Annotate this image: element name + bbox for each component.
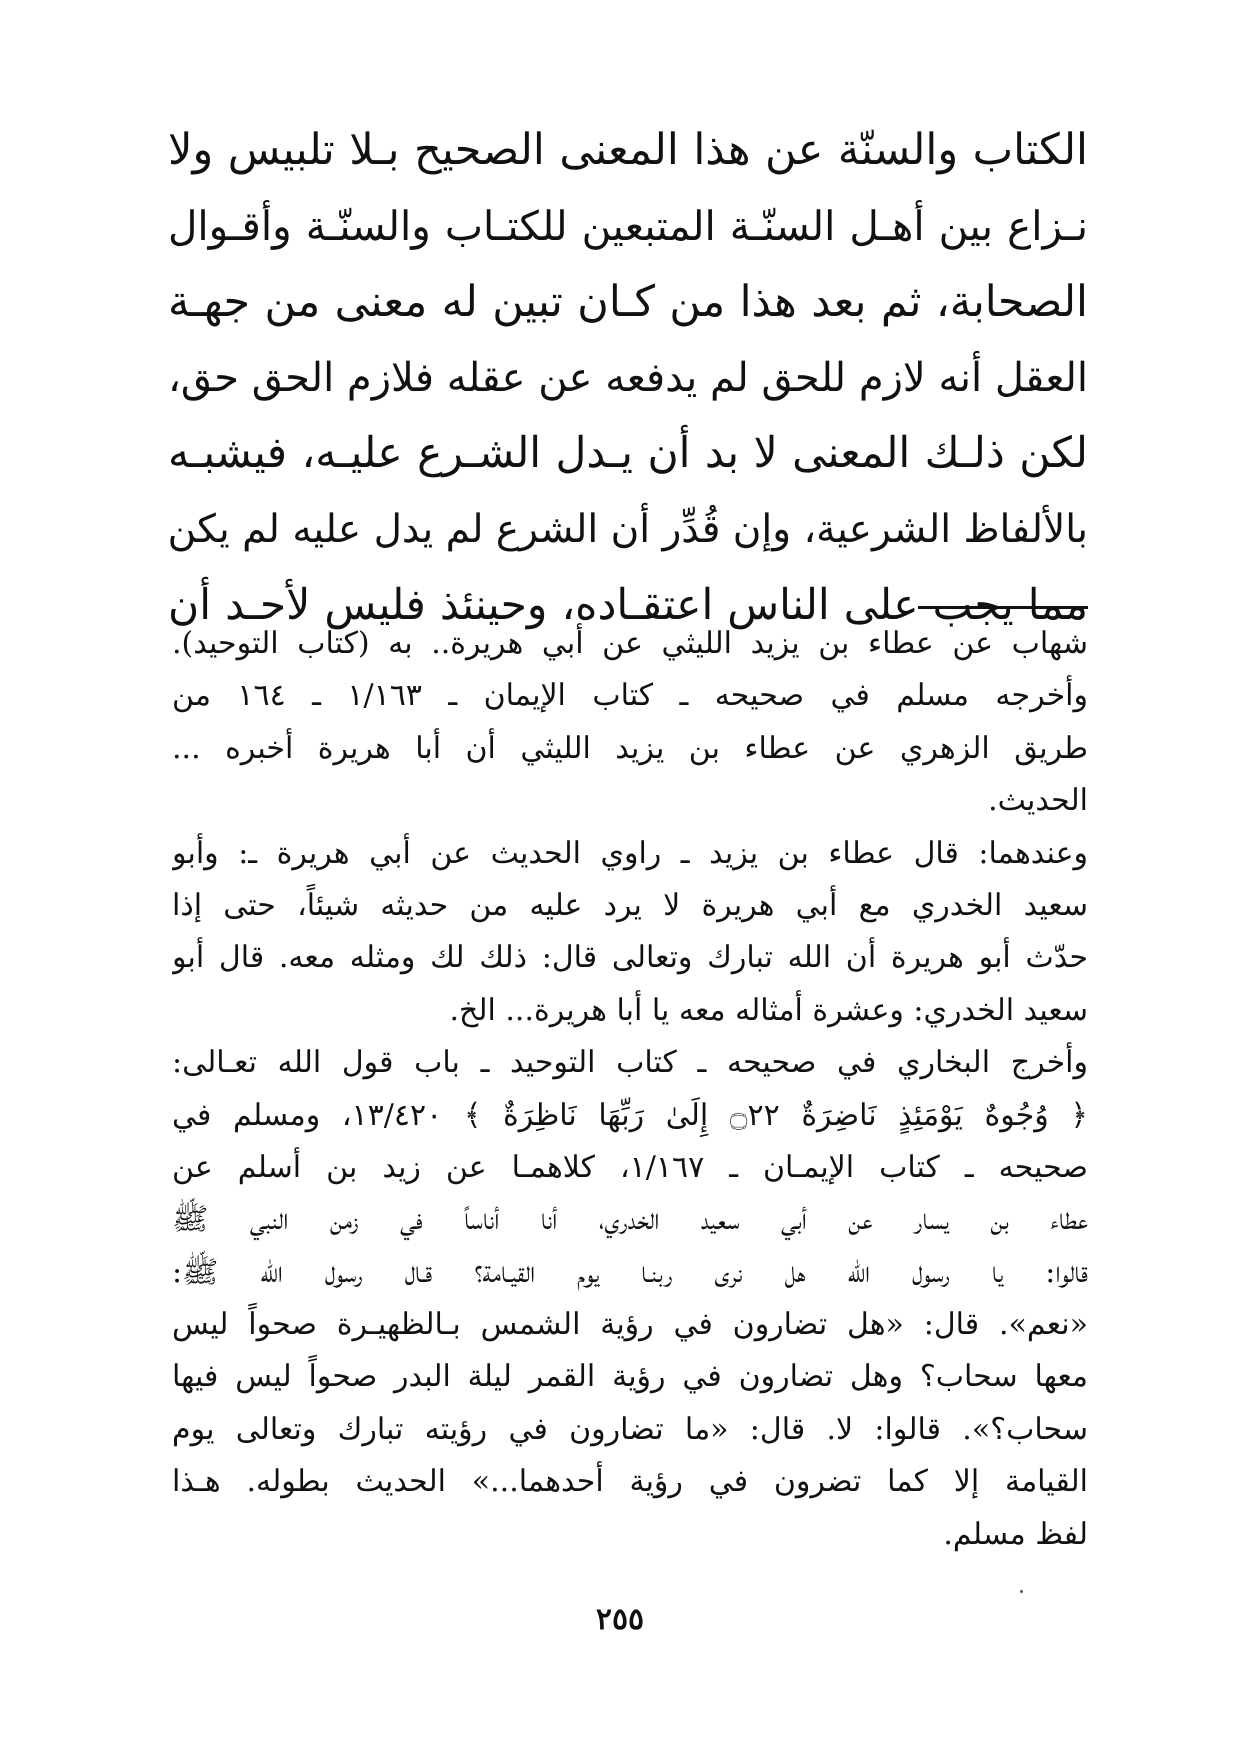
footnote-line: معها سحاب؟ وهل تضارون في رؤية القمر ليلة البدر صحواً ليس فيها	[172, 1359, 1088, 1395]
footnote-line: لفظ مسلم.	[943, 1516, 1088, 1552]
footnote-line: طريق الزهري عن عطاء بن يزيد الليثي أن أبا هريرة أخبره ...	[172, 730, 1088, 766]
footnote-line: سحاب؟». قالوا: لا. قال: «ما تضارون في رؤيته تبارك وتعالى يوم	[172, 1411, 1088, 1447]
main-text-line: لكن ذلـك المعنى لا بد أن يـدل الشـرع عليـه، فيشبـه	[168, 429, 1088, 478]
page-number: ٢٥٥	[595, 1602, 645, 1637]
footnote-line: صحيحه ـ كتاب الإيمـان ـ ١/١٦٧، كلاهمـا عن زيد بن أسلم عن	[172, 1149, 1088, 1185]
footnote-separator	[918, 606, 1088, 609]
footnote-line: وأخرج البخاري في صحيحه ـ كتاب التوحيد ـ باب قول الله تعـالى:	[172, 1045, 1088, 1081]
footnote-line: قالوا: يا رسول الله هل نرى ربنـا يوم القيـامة؟ قـال رسول الله ﷺ:	[172, 1254, 1088, 1290]
main-text-line: الصحابة، ثم بعد هذا من كـان تبين له معنى من جهـة	[168, 277, 1088, 327]
footnote-line: حدّث أبو هريرة أن الله تبارك وتعالى قال: ذلك لك ومثله معه. قال أبو	[172, 940, 1088, 976]
footnote-line: سعيد الخدري مع أبي هريرة لا يرد عليه من حديثه شيئاً، حتى إذا	[172, 887, 1088, 923]
footnotes-block	[172, 618, 1088, 1561]
footnote-line: وعندهما: قال عطاء بن يزيد ـ راوي الحديث عن أبي هريرة ـ: وأبو	[172, 835, 1088, 871]
scan-speck	[1020, 1590, 1023, 1593]
footnote-line: «نعم». قال: «هل تضارون في رؤية الشمس بـالظهيـرة صحواً ليس	[172, 1307, 1088, 1343]
footnote-line: شهاب عن عطاء بن يزيد الليثي عن أبي هريرة.. به (كتاب التوحيد).	[172, 626, 1088, 661]
footnote-line: ﴿ وُجُوهٌ يَوْمَئِذٍ نَاضِرَةٌ ۝٢٢ إِلَىٰ رَبِّهَا نَاظِرَةٌ ﴾ ١٣/٤٢٠، ومسلم في	[172, 1097, 1088, 1133]
footnote-line: سعيد الخدري: وعشرة أمثاله معه يا أبا هريرة... الخ.	[449, 992, 1088, 1028]
main-text-line: نـزاع بين أهـل السنّـة المتبعين للكتـاب والسنّـة وأقـوال	[168, 202, 1088, 250]
main-text-line: الكتاب والسنّة عن هذا المعنى الصحيح بـلا تلبيس ولا	[168, 125, 1088, 175]
main-text-line: العقل أنه لازم للحق لم يدفعه عن عقله فلازم الحق حق،	[168, 355, 1088, 401]
main-text-block	[168, 112, 1088, 644]
footnote-line: القيامة إلا كما تضرون في رؤية أحدهما...» الحديث بطوله. هـذا	[172, 1464, 1088, 1500]
footnote-line: الحديث.	[988, 783, 1088, 819]
footnote-line: عطاء بن يسار عن أبي سعيد الخدري، أنا أناساً في زمن النبي ﷺ	[172, 1202, 1088, 1238]
main-text-line: بالألفاظ الشرعية، وإن قُدِّر أن الشرع لم يدل عليه لم يكن	[168, 507, 1088, 552]
footnote-line: وأخرجه مسلم في صحيحه ـ كتاب الإيمان ـ ١/١٦٣ ـ ١٦٤ من	[172, 678, 1088, 714]
main-text-line: مما يجب على الناس اعتقـاده، وحينئذ فليس لأحـد أن	[168, 581, 1088, 630]
